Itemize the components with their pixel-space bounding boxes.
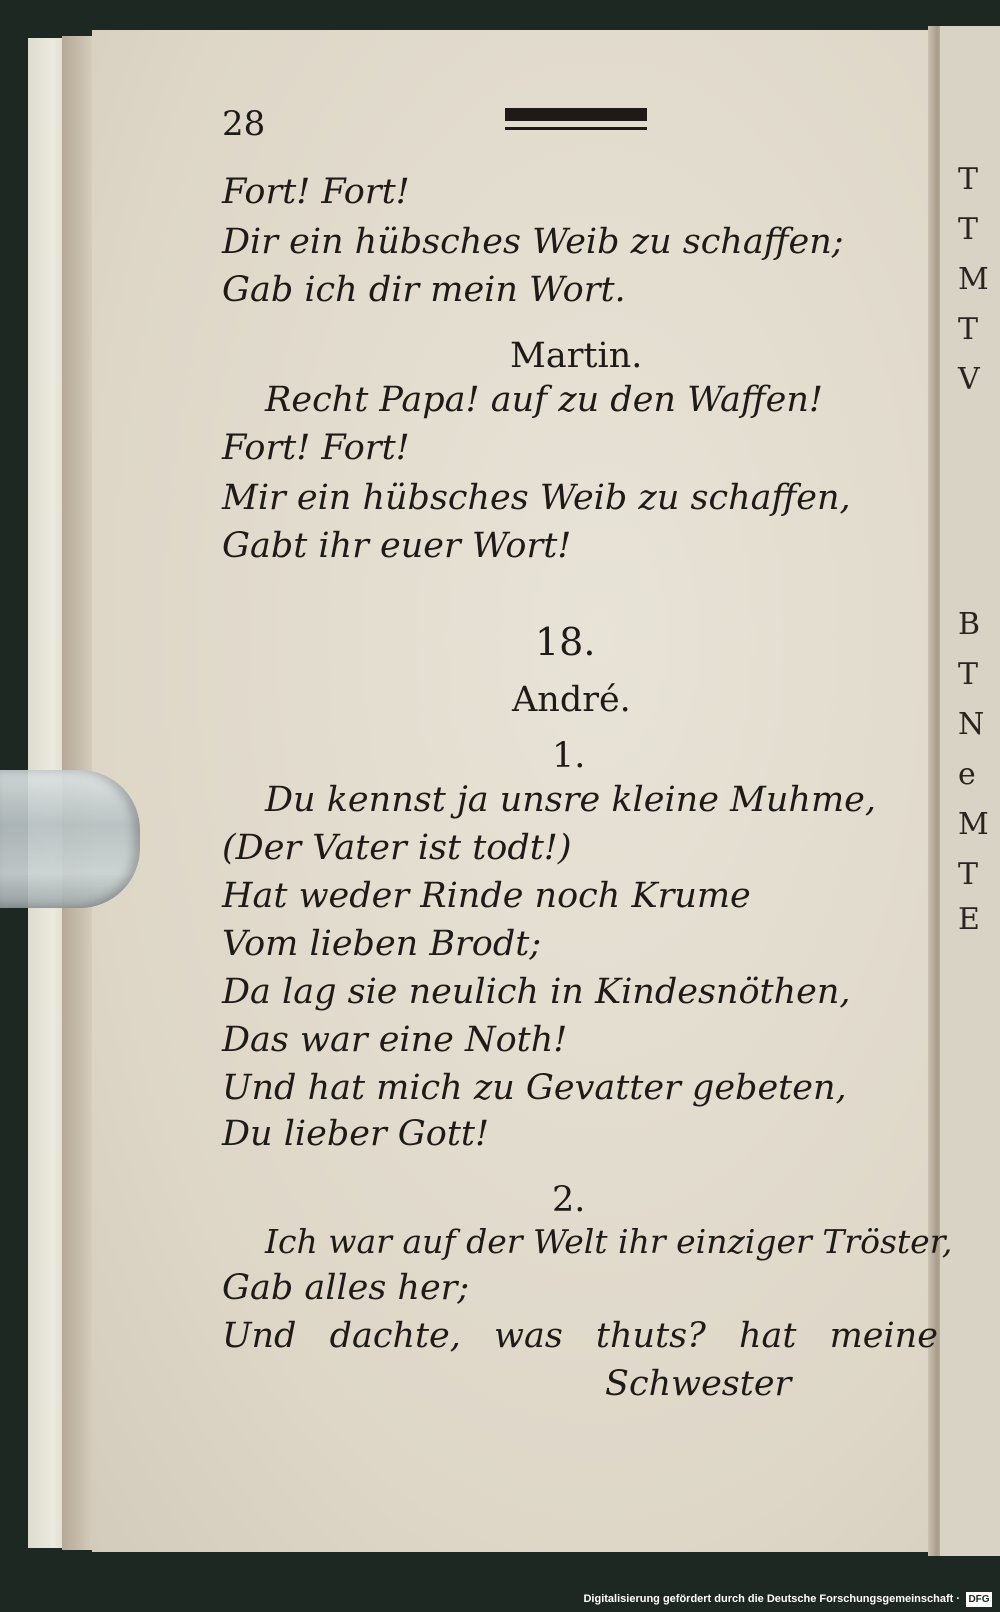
dfg-logo: DFG: [966, 1592, 992, 1607]
verse-line: Recht Papa! auf zu den Waffen!: [265, 380, 824, 420]
verse-line: Fort! Fort!: [222, 172, 410, 212]
facing-page-char: E: [958, 902, 980, 937]
verse-line: Du kennst ja unsre kleine Muhme,: [265, 780, 876, 820]
verse-line: Fort! Fort!: [222, 428, 410, 468]
facing-page-char: T: [958, 857, 979, 892]
page-number: 28: [222, 104, 266, 144]
speaker-name: Martin.: [510, 336, 643, 376]
facing-page-char: e: [958, 757, 976, 792]
footer-credit: Digitalisierung gefördert durch die Deutsche Forschungsgemeinschaft ·: [583, 1593, 960, 1605]
verse-line: Und dachte, was thuts? hat meine: [222, 1316, 938, 1356]
verse-line: Dir ein hübsches Weib zu schaffen;: [222, 222, 844, 262]
header-rule-thick: [505, 108, 647, 121]
facing-page-char: T: [958, 162, 979, 197]
facing-page-char: M: [958, 262, 989, 297]
header-rule: [505, 108, 647, 132]
facing-page-char: N: [958, 707, 985, 742]
song-title: André.: [512, 680, 631, 720]
song-number: 18.: [535, 620, 596, 664]
verse-line: Ich war auf der Welt ihr einziger Tröster,: [265, 1222, 953, 1261]
stanza-number: 1.: [552, 736, 586, 776]
verse-line: Und hat mich zu Gevatter gebeten,: [222, 1068, 847, 1108]
verse-line: Da lag sie neulich in Kindesnöthen,: [222, 972, 851, 1012]
facing-page-char: B: [958, 607, 981, 642]
turnover-word: Schwester: [605, 1364, 792, 1404]
facing-page-char: T: [958, 212, 979, 247]
verse-line: Mir ein hübsches Weib zu schaffen,: [222, 478, 851, 518]
verse-line: Du lieber Gott!: [222, 1114, 490, 1154]
page-clip: [0, 770, 140, 908]
verse-line: Gabt ihr euer Wort!: [222, 526, 572, 566]
verse-line: Hat weder Rinde noch Krume: [222, 876, 751, 916]
stanza-number: 2.: [552, 1180, 586, 1220]
facing-page-char: M: [958, 807, 989, 842]
verse-line: Vom lieben Brodt;: [222, 924, 542, 964]
verse-line: Gab alles her;: [222, 1268, 470, 1308]
facing-page-char: V: [958, 362, 980, 397]
verse-line: Gab ich dir mein Wort.: [222, 270, 626, 310]
verse-line: Das war eine Noth!: [222, 1020, 568, 1060]
verse-line: (Der Vater ist todt!): [222, 828, 572, 868]
facing-page-char: T: [958, 312, 979, 347]
facing-page-char: T: [958, 657, 979, 692]
header-rule-thin: [505, 127, 647, 130]
